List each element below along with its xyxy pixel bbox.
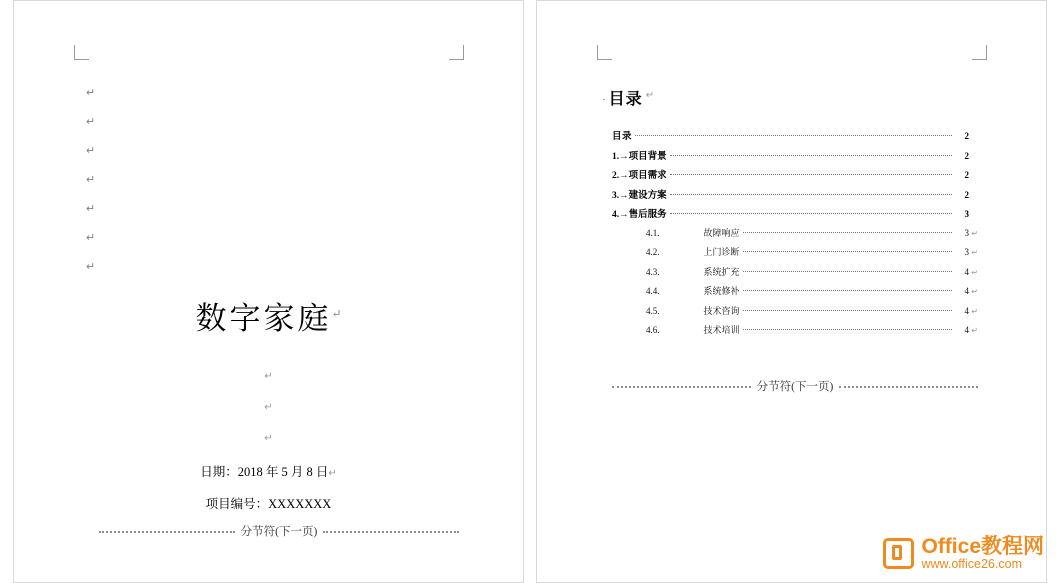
paragraph-mark: ↵ <box>86 116 96 128</box>
toc-entry-text: 技术培训 <box>703 325 740 335</box>
toc-entry-text: 技术咨询 <box>703 305 740 316</box>
section-break-label: 分节符(下一页) <box>240 526 318 538</box>
toc-entry-page: 4 <box>964 286 969 296</box>
cover-date-text: 日期：2018 年 5 月 8 日 <box>200 465 329 479</box>
crop-mark-top-right-icon <box>449 45 464 60</box>
toc-entry-page: 2 <box>964 150 969 161</box>
paragraph-mark: ↵ <box>971 326 978 335</box>
toc-entry-number: 2.→ <box>612 171 629 181</box>
toc-entry-text: 项目背景 <box>628 151 667 162</box>
toc-entry-number: 4.3. <box>646 266 660 277</box>
toc-entry[interactable] <box>612 187 978 207</box>
toc-leader-dots <box>670 174 952 176</box>
toc-entry-number: 4.5. <box>646 305 660 316</box>
toc-leader-dots <box>743 271 952 273</box>
toc-entry-number: 4.1. <box>646 227 660 238</box>
toc-entry-page: 4 <box>964 305 969 316</box>
toc-entry-number: 1.→ <box>612 151 629 162</box>
watermark-brand: Office教程网 <box>921 534 1044 558</box>
paragraph-mark: ↵ <box>971 228 978 238</box>
toc-entry-text: 目录 <box>612 132 633 142</box>
watermark-text <box>921 536 1044 571</box>
toc-leader-dots <box>670 194 952 196</box>
toc-entry[interactable] <box>612 148 978 168</box>
toc-entry[interactable] <box>612 167 978 187</box>
toc-leader-dots <box>635 135 952 137</box>
toc-entry[interactable] <box>612 245 978 265</box>
toc-leader-dots <box>743 232 952 234</box>
paragraph-mark: ↵ <box>971 306 978 316</box>
paragraph-mark: ↵ <box>971 287 978 296</box>
paragraph-mark: ↵ <box>264 433 273 444</box>
toc-heading <box>602 86 655 109</box>
toc-indent-spacer <box>663 252 701 253</box>
toc-entry[interactable] <box>612 128 978 148</box>
document-title <box>14 293 523 338</box>
document-title-text: 数字家庭 <box>195 301 332 337</box>
toc-indent-spacer <box>663 311 701 312</box>
cover-project-code-line <box>14 494 523 512</box>
toc-entry[interactable] <box>612 226 978 246</box>
paragraph-mark: ↵ <box>645 89 656 101</box>
toc-entry-number: 4.6. <box>646 325 660 335</box>
toc-heading-text: 目录 <box>608 91 643 108</box>
toc-entry-page: 3 <box>964 209 969 219</box>
toc-entry-number: 3.→ <box>612 190 629 201</box>
cover-date-line <box>14 462 523 480</box>
page-gutter <box>524 0 536 583</box>
section-break-label: 分节符(下一页) <box>756 381 834 393</box>
toc-entry-text: 项目需求 <box>628 171 667 181</box>
toc-leader-dots <box>743 290 952 292</box>
cover-spacer-marks <box>14 361 523 454</box>
toc-entry-number: 4.4. <box>646 286 660 296</box>
cover-project-code-text: 项目编号：XXXXXXX <box>205 497 332 511</box>
crop-mark-top-right-icon <box>972 45 987 60</box>
paragraph-mark-column <box>86 79 106 282</box>
section-break-cover <box>99 525 459 539</box>
toc-indent-spacer <box>663 272 701 273</box>
toc-entry-text: 系统扩充 <box>703 266 740 277</box>
bullet-icon: · <box>602 94 607 107</box>
paragraph-mark: ↵ <box>86 261 96 273</box>
crop-mark-top-left-icon <box>74 45 89 60</box>
toc-entry[interactable] <box>612 284 978 304</box>
toc-entry-page: 3 <box>964 227 969 238</box>
toc-entry-page: 4 <box>964 266 969 277</box>
section-break-dots-right <box>323 531 459 534</box>
paragraph-mark: ↵ <box>971 267 978 277</box>
section-break-dots-right <box>839 386 978 389</box>
office-logo-icon <box>883 538 914 569</box>
toc-entry-page: 4 <box>964 325 969 335</box>
crop-mark-top-left-icon <box>597 45 612 60</box>
paragraph-mark: ↵ <box>86 203 96 215</box>
toc-entry[interactable] <box>612 304 978 324</box>
paragraph-mark: ↵ <box>331 306 342 321</box>
paragraph-mark: ↵ <box>264 402 273 413</box>
toc-entry-text: 上门诊断 <box>703 247 740 257</box>
toc-entry-page: 2 <box>964 131 969 141</box>
watermark <box>883 536 1044 571</box>
toc-entry-text: 售后服务 <box>628 210 667 220</box>
toc-entry-text: 系统修补 <box>703 286 740 296</box>
toc-entry-page: 3 <box>964 247 969 257</box>
paragraph-mark: ↵ <box>86 232 96 244</box>
toc-entry-page: 2 <box>964 189 969 200</box>
toc-leader-dots <box>743 329 952 331</box>
toc-entry-page: 2 <box>964 170 969 180</box>
toc-leader-dots <box>670 213 952 215</box>
paragraph-mark: ↵ <box>264 371 273 382</box>
toc-indent-spacer <box>663 233 701 234</box>
toc-entry-text: 建设方案 <box>628 190 667 201</box>
toc-leader-dots <box>670 155 952 157</box>
toc-entry[interactable] <box>612 323 978 343</box>
paragraph-mark: ↵ <box>971 248 978 257</box>
toc-leader-dots <box>743 310 952 312</box>
section-break-dots-left <box>99 531 235 534</box>
toc-entry-number: 4.2. <box>646 247 660 257</box>
toc-entry[interactable] <box>612 206 978 226</box>
toc-indent-spacer <box>663 291 701 292</box>
toc-list <box>612 128 978 343</box>
paragraph-mark: ↵ <box>86 145 96 157</box>
paragraph-mark: ↵ <box>328 468 337 479</box>
toc-entry-number: 4.→ <box>612 210 629 220</box>
toc-leader-dots <box>743 251 952 253</box>
watermark-url: www.office26.com <box>921 556 1022 571</box>
paragraph-mark: ↵ <box>86 174 96 186</box>
toc-entry-text: 故障响应 <box>703 227 740 238</box>
page-cover[interactable] <box>13 0 524 583</box>
toc-entry[interactable] <box>612 265 978 285</box>
section-break-toc <box>612 380 978 394</box>
toc-indent-spacer <box>663 330 701 331</box>
section-break-dots-left <box>612 386 751 389</box>
paragraph-mark: ↵ <box>86 87 96 99</box>
